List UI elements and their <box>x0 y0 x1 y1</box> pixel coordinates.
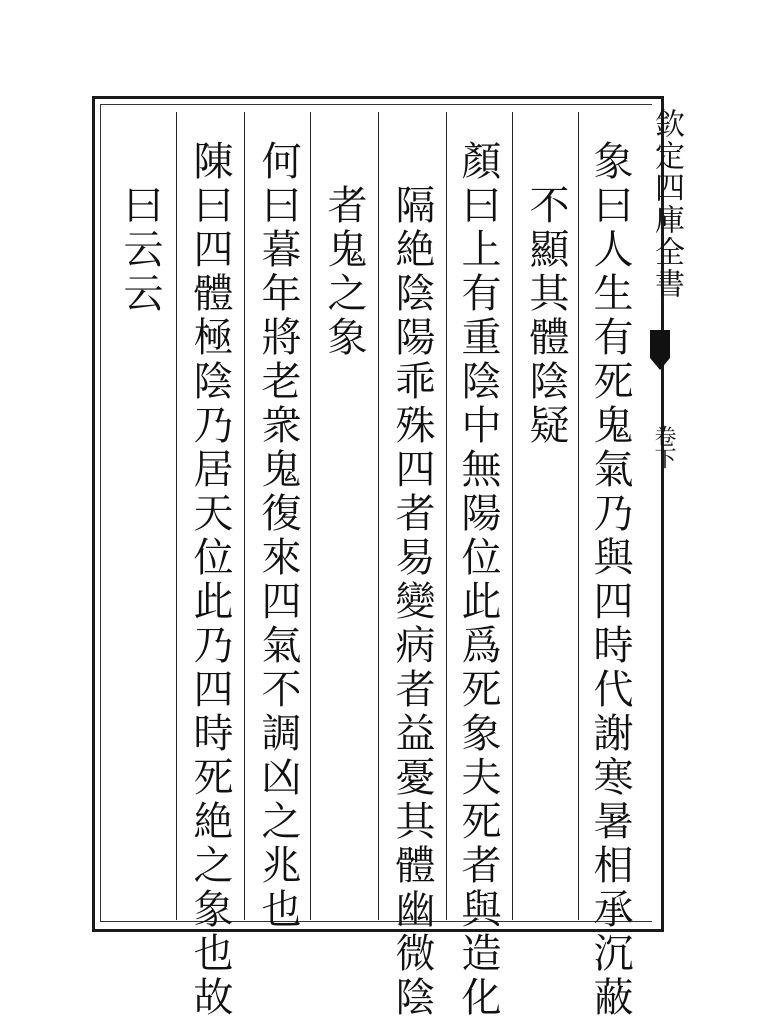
column-rule <box>378 112 379 920</box>
column-rule <box>310 112 311 920</box>
text-column-3: 顏曰上有重陰中無陽位此爲死象夫死者與造化 <box>455 140 501 1020</box>
column-rule <box>176 112 177 920</box>
column-rule <box>578 112 579 920</box>
column-rule <box>446 112 447 920</box>
text-column-8: 曰云云 <box>117 184 163 316</box>
text-column-2: 不顯其體陰疑 <box>523 184 569 448</box>
text-column-6: 何曰暮年將老衆鬼復來四氣不調凶之兆也 <box>255 140 301 932</box>
text-column-4: 隔絶陰陽乖殊四者易變病者益憂其體幽微陰 <box>389 184 435 1020</box>
text-column-5: 者鬼之象 <box>321 184 367 360</box>
margin-book-title: 欽定四庫全書 <box>649 108 684 300</box>
column-rule <box>512 112 513 920</box>
inner-border <box>100 104 652 922</box>
text-column-7: 陳曰四體極陰乃居天位此乃四時死絶之象也故 <box>187 140 233 1020</box>
text-column-1: 象曰人生有死鬼氣乃與四時代謝寒暑相承沉蔽 <box>587 140 633 1020</box>
margin-volume-label: 卷下 <box>651 425 676 469</box>
column-rule <box>244 112 245 920</box>
